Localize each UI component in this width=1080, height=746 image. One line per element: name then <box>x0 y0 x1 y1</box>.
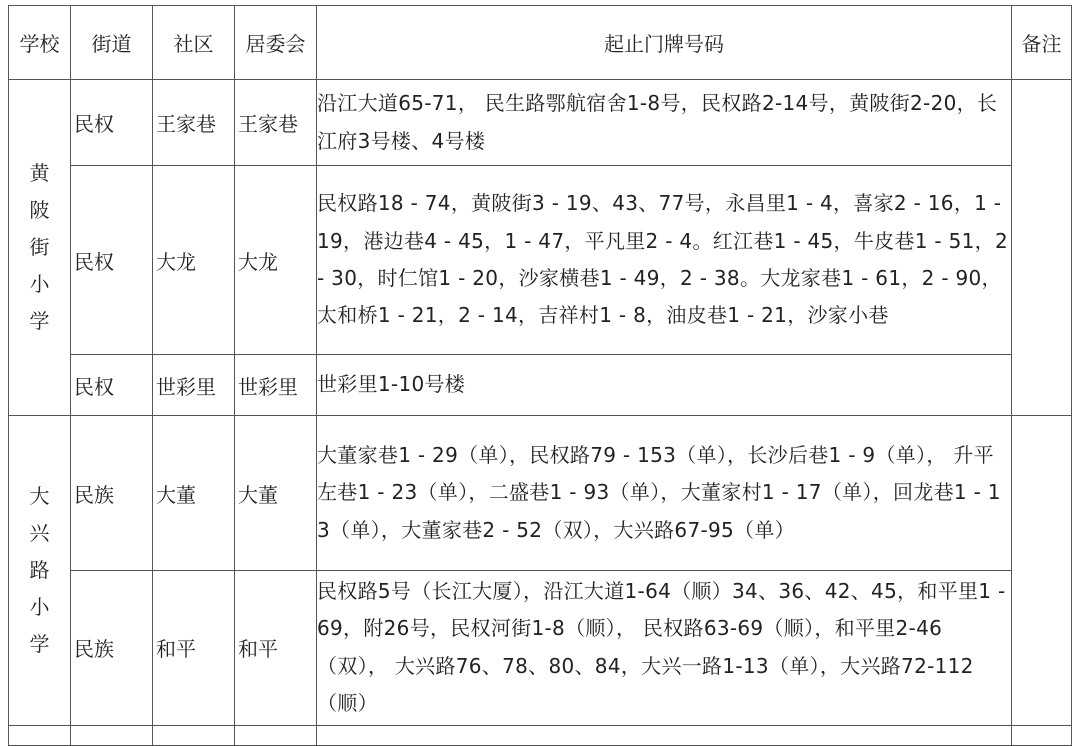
header-school: 学校 <box>9 6 71 80</box>
community-cell: 大董 <box>153 416 235 571</box>
community-cell: 王家巷 <box>153 80 235 166</box>
school-char: 路 <box>29 557 50 582</box>
street-cell: 民权 <box>71 355 153 416</box>
header-row <box>9 6 1072 80</box>
header-committee: 居委会 <box>235 6 317 80</box>
table-row <box>9 166 1072 355</box>
school-char: 小 <box>29 594 50 619</box>
partial-cell <box>235 725 317 745</box>
school-char: 学 <box>29 309 50 333</box>
school-name-cell <box>9 416 71 726</box>
partial-cell <box>153 725 235 745</box>
community-cell: 大龙 <box>153 166 235 355</box>
header-community: 社区 <box>153 6 235 80</box>
header-note: 备注 <box>1012 6 1072 80</box>
partial-cell <box>1012 725 1072 745</box>
table-row <box>9 80 1072 166</box>
school-char: 黄 <box>29 161 50 185</box>
committee-cell: 大龙 <box>235 166 317 355</box>
committee-cell: 世彩里 <box>235 355 317 416</box>
partial-cell <box>9 725 71 745</box>
table-row <box>9 355 1072 416</box>
table-row-partial <box>9 725 1072 745</box>
committee-cell: 和平 <box>235 571 317 726</box>
address-cell: 沿江大道65-71， 民生路鄂航宿舍1-8号，民权路2-14号，黄陂街2-20，长江府3号楼、4号楼 <box>317 80 1012 166</box>
street-cell: 民权 <box>71 166 153 355</box>
school-char: 陂 <box>29 198 50 222</box>
table-row <box>9 416 1072 571</box>
committee-cell: 大董 <box>235 416 317 571</box>
address-cell: 民权路18 - 74，黄陂街3 - 19、43、77号，永昌里1 - 4，喜家2 - 16，1 - 19，港边巷4 - 45，1 - 47，平凡里2 - 4。红江巷1 - 45，牛皮巷1 - 51，2 - 30，时仁馆1 - 20，沙家横巷1 - 49，2 - 38。大龙家巷1 - 61，2 - 90，太和桥1 - 21，2 - 14，吉祥村1 - 8，油皮巷1 - 21，沙家小巷 <box>317 166 1012 355</box>
school-char: 大 <box>29 483 50 508</box>
partial-cell <box>71 725 153 745</box>
street-cell: 民族 <box>71 416 153 571</box>
table-row <box>9 571 1072 726</box>
address-cell: 世彩里1-10号楼 <box>317 355 1012 416</box>
school-char: 街 <box>29 235 50 259</box>
header-street: 街道 <box>71 6 153 80</box>
school-char: 兴 <box>29 520 50 545</box>
district-address-table <box>8 5 1072 746</box>
school-char: 小 <box>29 272 50 296</box>
address-cell: 民权路5号（长江大厦），沿江大道1-64（顺）34、36、42、45，和平里1 - 69，附26号，民权河街1-8（顺）， 民权路63-69（顺），和平里2-46（双）， 大兴路76、78、80、84，大兴一路1-13（单），大兴路72-112（顺） <box>317 571 1012 726</box>
school-name-cell <box>9 80 71 416</box>
committee-cell: 王家巷 <box>235 80 317 166</box>
street-cell: 民权 <box>71 80 153 166</box>
street-cell: 民族 <box>71 571 153 726</box>
address-cell: 大董家巷1 - 29（单），民权路79 - 153（单），长沙后巷1 - 9（单）， 升平左巷1 - 23（单），二盛巷1 - 93（单），大董家村1 - 17（单），回龙巷1 - 13（单），大董家巷2 - 52（双），大兴路67-95（单） <box>317 416 1012 571</box>
note-cell <box>1012 416 1072 726</box>
partial-cell <box>317 725 1012 745</box>
community-cell: 和平 <box>153 571 235 726</box>
header-address: 起止门牌号码 <box>317 6 1012 80</box>
note-cell <box>1012 80 1072 416</box>
school-char: 学 <box>29 631 50 656</box>
community-cell: 世彩里 <box>153 355 235 416</box>
